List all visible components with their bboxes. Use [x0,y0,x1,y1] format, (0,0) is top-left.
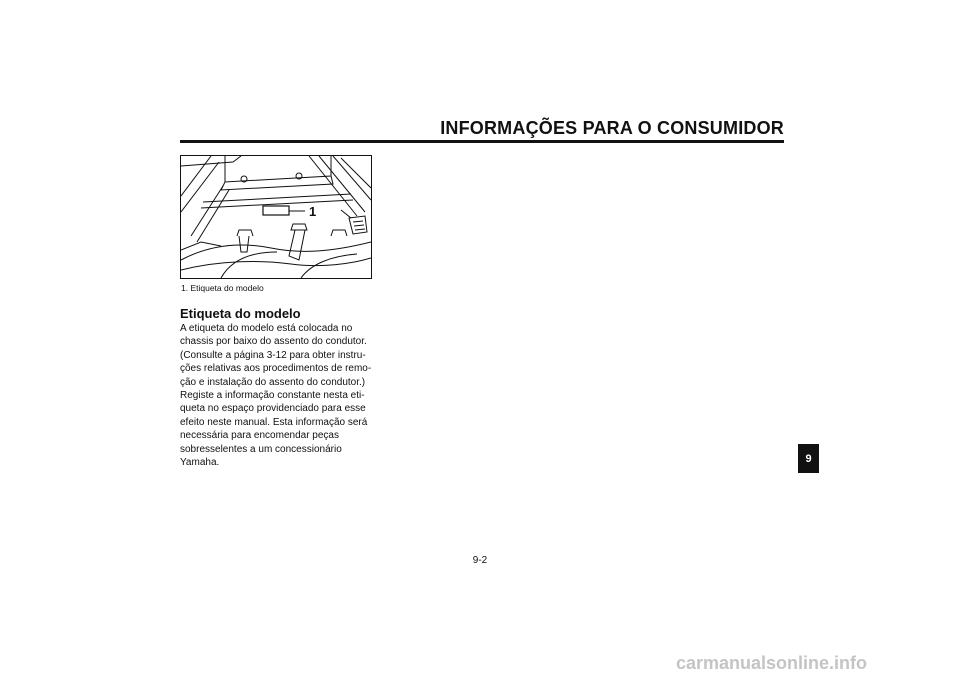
section-heading: Etiqueta do modelo [180,306,301,321]
figure-callout-number: 1 [309,204,317,219]
model-label [263,206,289,215]
body-line: efeito neste manual. Esta informação será [180,416,368,428]
body-line: chassis por baixo do assento do condutor. [180,336,367,348]
page-header-title: INFORMAÇÕES PARA O CONSUMIDOR [440,118,784,138]
model-label-illustration [180,155,372,279]
body-line: necessária para encomendar peças [180,430,339,442]
body-line: Yamaha. [180,457,220,469]
body-line: sobresselentes a um concessionário [180,443,342,455]
body-line: ção e instalação do assento do condutor.) [180,376,366,388]
header-rule [180,140,784,143]
body-line: (Consulte a página 3-12 para obter instru- [180,349,366,361]
figure-caption: 1. Etiqueta do modelo [181,283,264,293]
body-line: queta no espaço providenciado para esse [180,403,366,415]
body-line: ções relativas aos procedimentos de remo- [180,363,372,375]
body-line: A etiqueta do modelo está colocada no [180,323,353,334]
chapter-tab: 9 [798,444,819,473]
watermark: carmanualsonline.info [676,653,868,673]
page-number: 9-2 [472,555,488,566]
section-body [180,322,373,469]
body-line: Registe a informação constante nesta eti- [180,390,365,402]
